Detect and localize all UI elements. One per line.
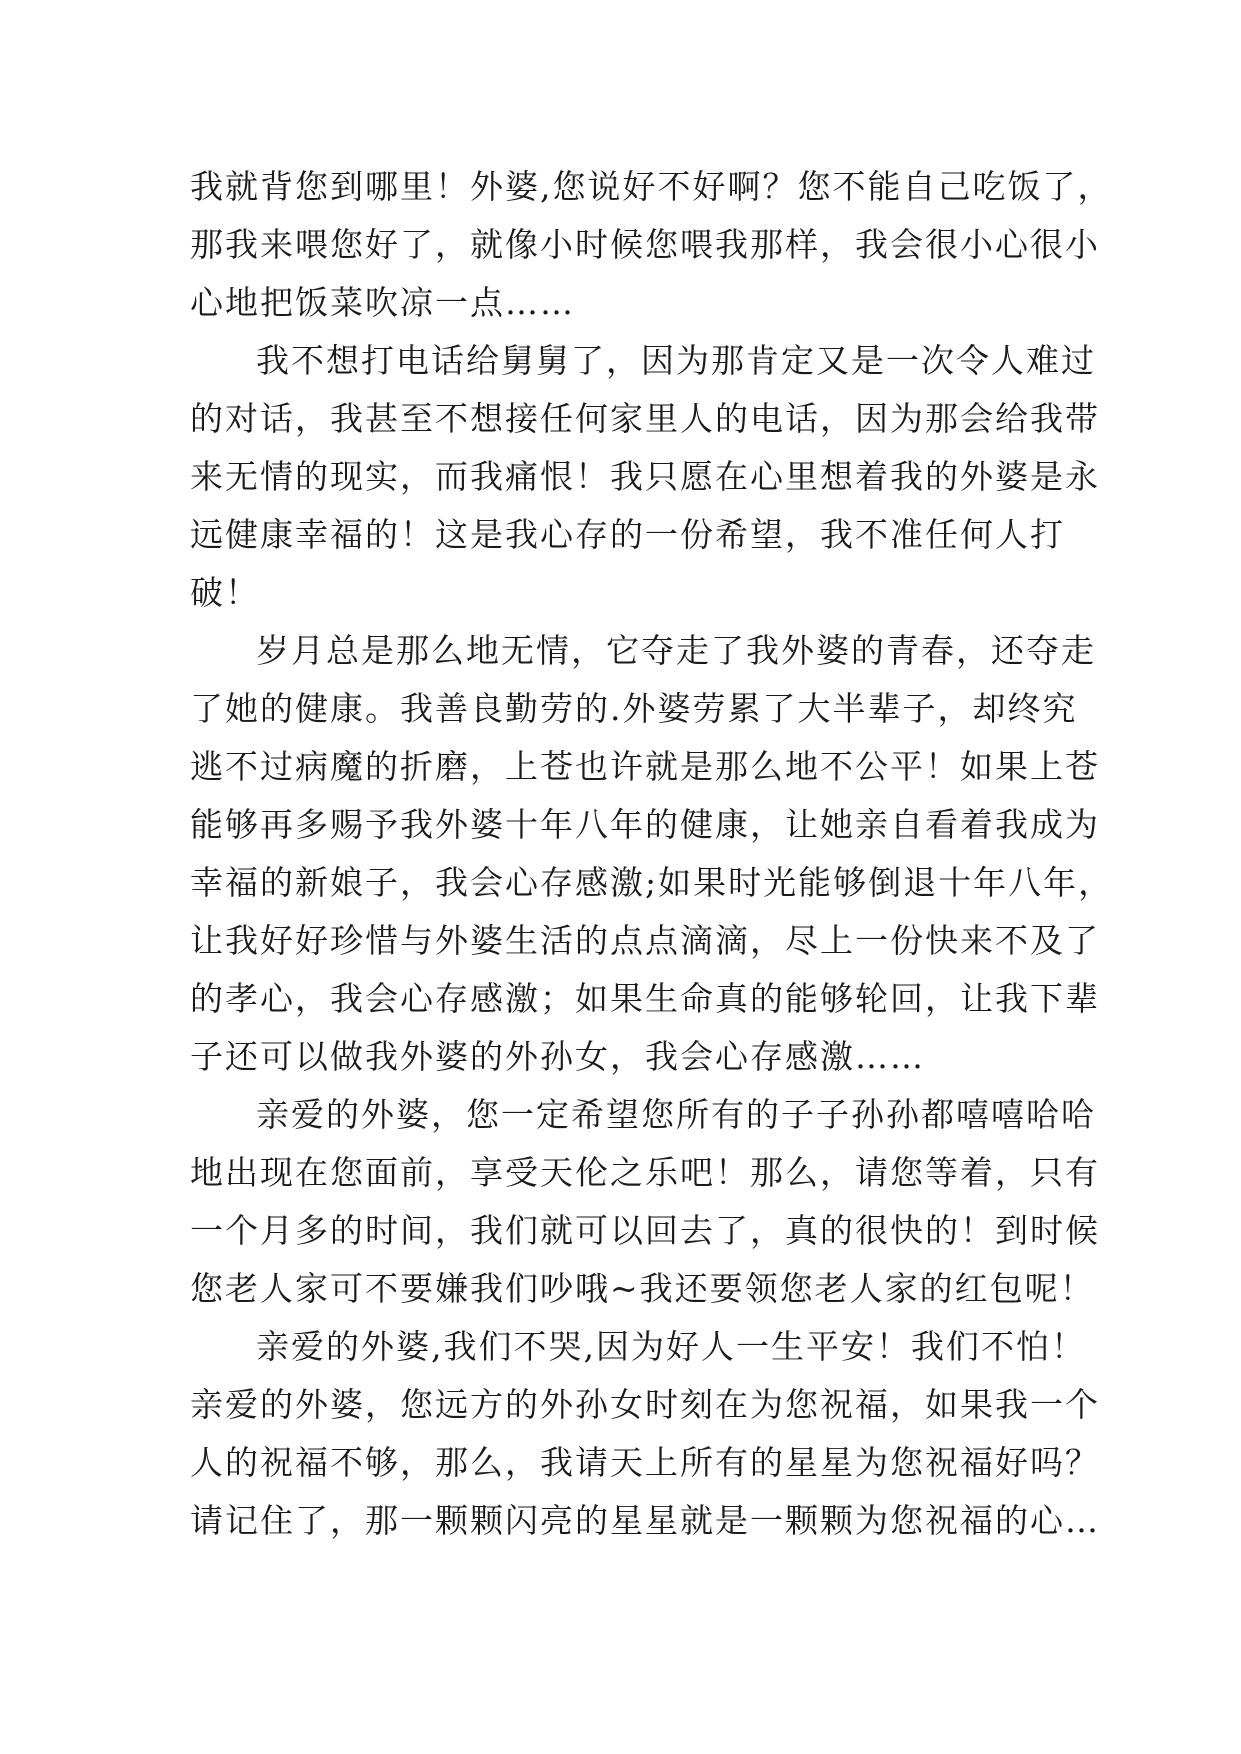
- paragraph-first-line: 亲爱的外婆，您一定希望您所有的子子孙孙都嘻嘻哈哈: [256, 1095, 1096, 1134]
- text-line: 一个月多的时间，我们就可以回去了，真的很快的！到时候: [190, 1211, 1100, 1250]
- text-line: 幸福的新娘子，我会心存感激;如果时光能够倒退十年八年，: [190, 863, 1114, 902]
- text-line: 逃不过病魔的折磨，上苍也许就是那么地不公平！如果上苍: [190, 747, 1100, 786]
- text-line: 的对话，我甚至不想接任何家里人的电话，因为那会给我带: [190, 399, 1100, 438]
- text-line: 地出现在您面前，享受天伦之乐吧！那么，请您等着，只有: [190, 1153, 1100, 1192]
- text-line: 那我来喂您好了，就像小时候您喂我那样，我会很小心很小: [190, 225, 1100, 264]
- paragraph-first-line: 岁月总是那么地无情，它夺走了我外婆的青春，还夺走: [256, 631, 1096, 670]
- text-line: 请记住了，那一颗颗闪亮的星星就是一颗颗为您祝福的心…: [190, 1501, 1100, 1540]
- text-line: 您老人家可不要嫌我们吵哦~我还要领您老人家的红包呢！: [190, 1269, 1095, 1308]
- text-line: 远健康幸福的！这是我心存的一份希望，我不准任何人打: [190, 515, 1065, 554]
- text-line: 子还可以做我外婆的外孙女，我会心存感激……: [190, 1037, 925, 1076]
- text-line: 来无情的现实，而我痛恨！我只愿在心里想着我的外婆是永: [190, 457, 1100, 496]
- paragraph-first-line: 亲爱的外婆,我们不哭,因为好人一生平安！我们不怕！: [256, 1327, 1086, 1366]
- text-line: 心地把饭菜吹凉一点……: [190, 283, 575, 322]
- text-line: 的孝心，我会心存感激；如果生命真的能够轮回，让我下辈: [190, 979, 1100, 1018]
- text-line: 让我好好珍惜与外婆生活的点点滴滴，尽上一份快来不及了: [190, 921, 1100, 960]
- paragraph-first-line: 我不想打电话给舅舅了，因为那肯定又是一次令人难过: [256, 341, 1096, 380]
- text-line: 亲爱的外婆，您远方的外孙女时刻在为您祝福，如果我一个: [190, 1385, 1100, 1424]
- text-line: 我就背您到哪里！外婆,您说好不好啊？您不能自己吃饭了，: [190, 167, 1113, 206]
- text-line: 了她的健康。我善良勤劳的.外婆劳累了大半辈子，却终究: [190, 689, 1078, 728]
- text-line: 能够再多赐予我外婆十年八年的健康，让她亲自看着我成为: [190, 805, 1100, 844]
- document-body: [190, 158, 1114, 1550]
- text-line: 人的祝福不够，那么，我请天上所有的星星为您祝福好吗？: [190, 1443, 1100, 1482]
- text-line: 破！: [190, 573, 260, 612]
